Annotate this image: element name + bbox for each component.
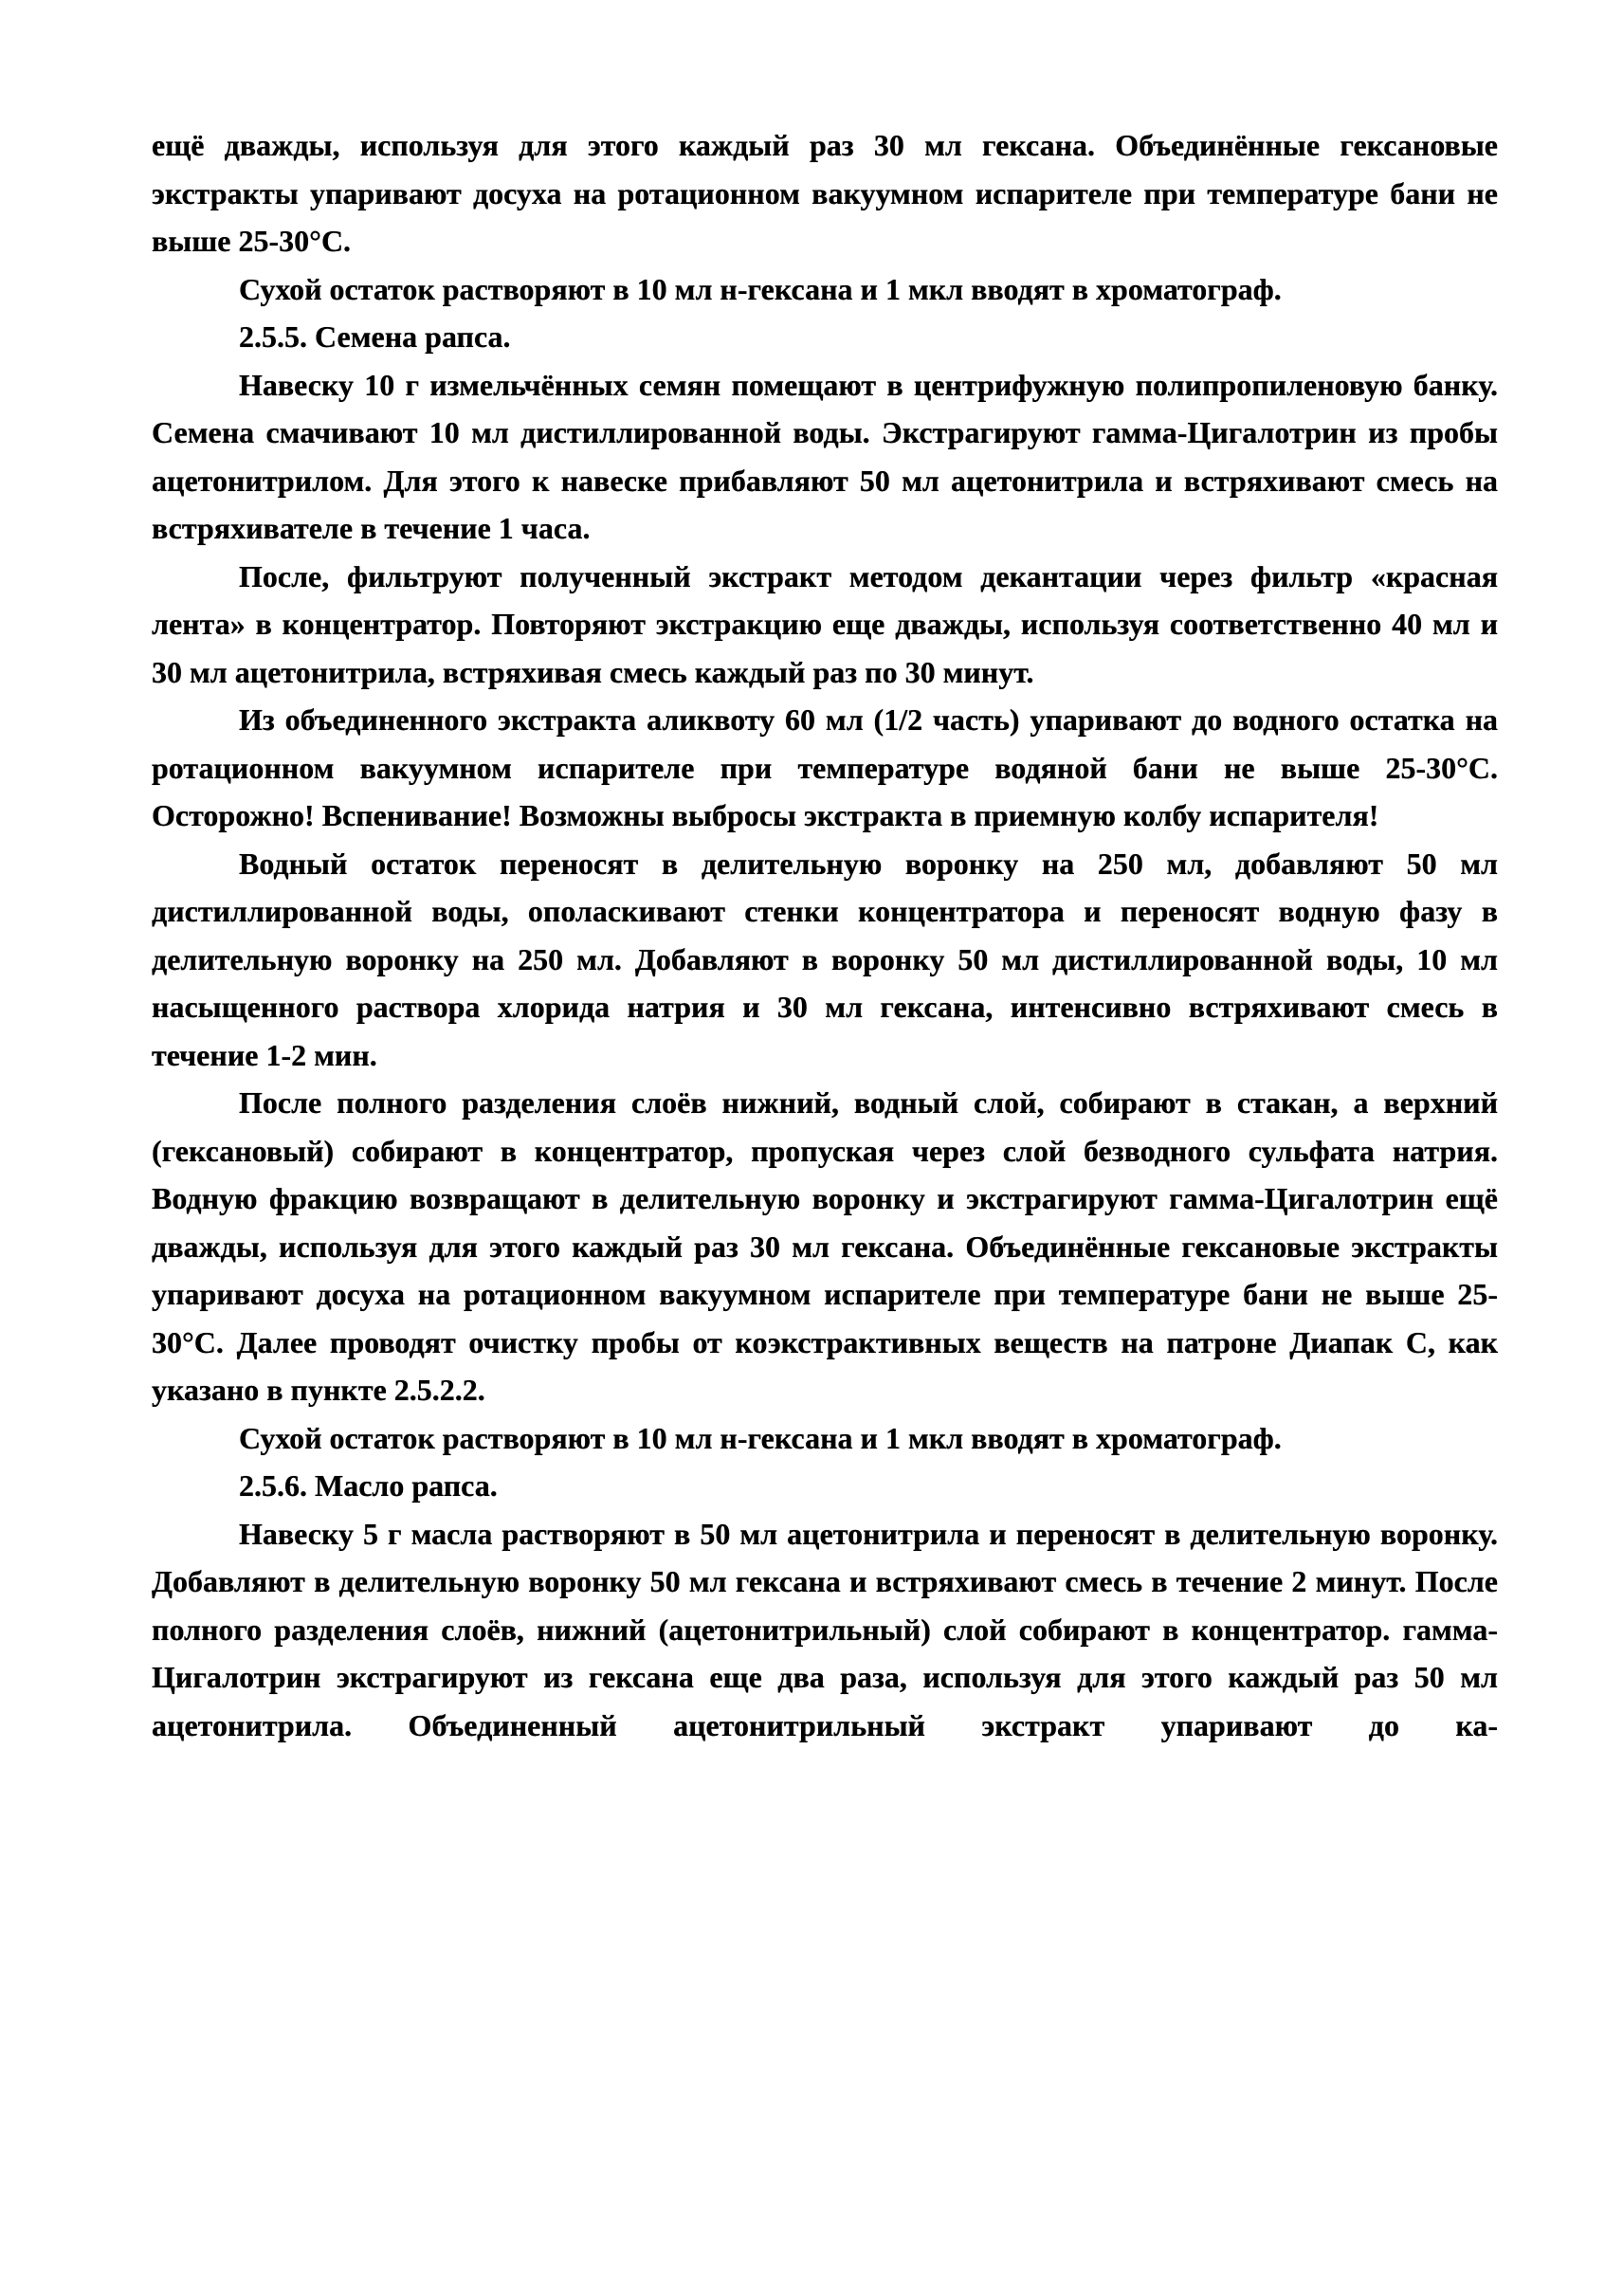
paragraph-6-text: Из объединенного экстракта аликвоту 60 мл (1/2 часть) упаривают до водного остатка на ротационном вакуумном испарителе при температуре водяной бани не выше 25-30°С. (152, 702, 1498, 785)
paragraph-4: Навеску 10 г измельчённых семян помещают в центрифужную полипропиленовую банку. Семена смачивают 10 мл дистиллированной воды. Экстрагируют гамма-Цигалотрин из пробы ацетонитрилом. Для этого к навеске прибавляют 50 мл ацетонитрила и встряхивают смесь на встряхивателе в течение 1 часа. (152, 367, 1498, 545)
paragraph-9: Сухой остаток растворяют в 10 мл н-гексана и 1 мкл вводят в хроматограф. (239, 1420, 1282, 1455)
paragraph-8: После полного разделения слоёв нижний, водный слой, собирают в стакан, а верхний (гексановый) собирают в концентратор, пропуская через слой безводного сульфата натрия. Водную фракцию возвращают в делительную воронку и экстрагируют гамма-Цигалотрин ещё дважды, используя для этого каждый раз 30 мл гексана. Объединённые гексановые экстракты упаривают досуха на ротационном вакуумном испарителе при температуре бани не выше 25-30°С. Далее проводят очистку пробы от коэкстрактивных веществ на патроне Диапак С, как указано в пункте 2.5.2.2. (152, 1085, 1498, 1407)
paragraph-6 (152, 696, 1498, 840)
paragraph-1: ещё дважды, используя для этого каждый раз 30 мл гексана. Объединённые гексановые экстракты упаривают досуха на ротационном вакуумном испарителе при температуре бани не выше 25-30°С. (152, 128, 1498, 258)
paragraph-2: Сухой остаток растворяют в 10 мл н-гексана и 1 мкл вводят в хроматограф. (239, 271, 1282, 306)
warning-text: Осторожно! Вспенивание! Возможны выбросы экстракта в приемную колбу испарителя! (152, 798, 1379, 832)
paragraph-5: После, фильтруют полученный экстракт методом декантации через фильтр «красная лента» в концентратор. Повторяют экстракцию еще дважды, используя соответственно 40 мл и 30 мл ацетонитрила, встряхивая смесь каждый раз по 30 минут. (152, 558, 1498, 689)
paragraph-11: Навеску 5 г масла растворяют в 50 мл ацетонитрила и переносят в делительную воронку. Добавляют в делительную воронку 50 мл гексана и встряхивают смесь в течение 2 минут. После полного разделения слоёв, нижний (ацетонитрильный) слой собирают в концентратор. гамма-Цигалотрин экстрагируют из гексана еще два раза, используя для этого каждый раз 50 мл ацетонитрила. Объединенный ацетонитрильный экстракт упаривают до ка- (152, 1516, 1498, 1742)
paragraph-7: Водный остаток переносят в делительную воронку на 250 мл, добавляют 50 мл дистиллированной воды, ополаскивают стенки концентратора и переносят водную фазу в делительную воронку на 250 мл. Добавляют в воронку 50 мл дистиллированной воды, 10 мл насыщенного раствора хлорида натрия и 30 мл гексана, интенсивно встряхивают смесь в течение 1-2 мин. (152, 846, 1498, 1072)
section-heading-2-5-6: 2.5.6. Масло рапса. (239, 1468, 498, 1503)
section-heading-2-5-5: 2.5.5. Семена рапса. (239, 319, 511, 354)
document-body (152, 121, 1498, 1749)
